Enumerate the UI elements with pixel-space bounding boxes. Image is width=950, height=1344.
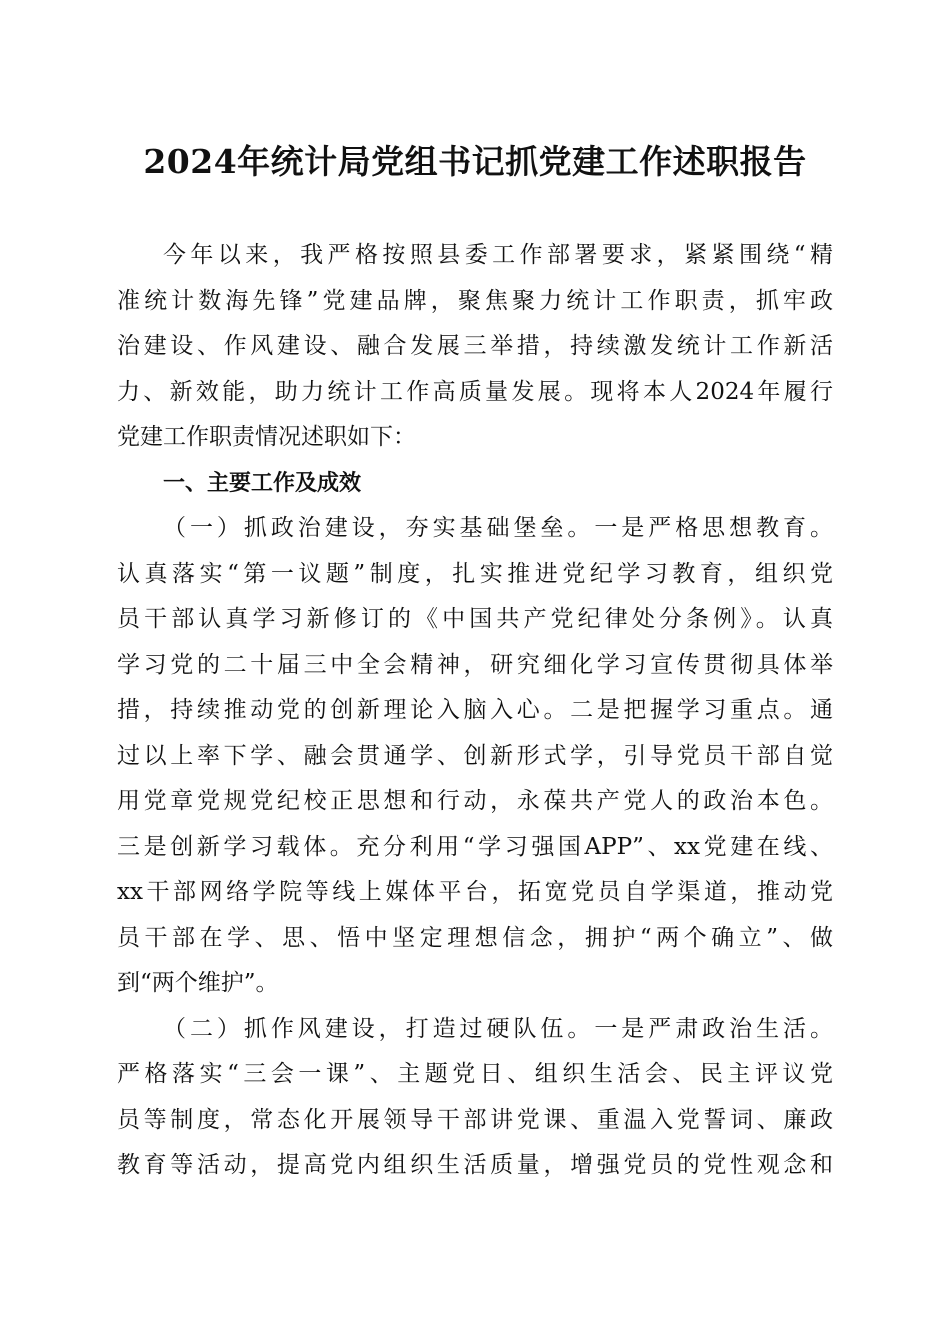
text-line: 到“两个维护”。 [117, 970, 279, 996]
text-line: 用党章党规党纪校正思想和行动，永葆共产党人的政治本色。 [117, 788, 833, 814]
text-line: 力、新效能，助力统计工作高质量发展。现将本人2024年履行 [117, 378, 833, 405]
text-line: （二）抓作风建设，打造过硬队伍。一是严肃政治生活。 [163, 1015, 833, 1042]
text-line: 准统计数海先锋”党建品牌，聚焦聚力统计工作职责，抓牢政 [117, 287, 833, 314]
text-line: 三是创新学习载体。充分利用“学习强国APP”、xx党建在线、 [117, 833, 833, 860]
text-line: 员干部认真学习新修订的《中国共产党纪律处分条例》。认真 [117, 606, 833, 632]
text-line: 今年以来，我严格按照县委工作部署要求，紧紧围绕“精 [163, 242, 833, 268]
text-line: xx干部网络学院等线上媒体平台，拓宽党员自学渠道，推动党 [117, 879, 833, 905]
text-line: （一）抓政治建设，夯实基础堡垒。一是严格思想教育。 [163, 515, 833, 541]
text-line: 员干部在学、思、悟中坚定理想信念，拥护“两个确立”、做 [117, 924, 833, 951]
text-line: 过以上率下学、融会贯通学、创新形式学，引导党员干部自觉 [117, 742, 833, 769]
text-line: 严格落实“三会一课”、主题党日、组织生活会、民主评议党 [117, 1061, 833, 1087]
document-body [117, 233, 833, 1189]
text-line: 学习党的二十届三中全会精神，研究细化学习宣传贯彻具体举 [117, 651, 833, 678]
page-title: 2024年统计局党组书记抓党建工作述职报告 [143, 142, 807, 181]
text-line: 认真落实“第一议题”制度，扎实推进党纪学习教育，组织党 [117, 560, 833, 587]
text-line: 党建工作职责情况述职如下： [117, 424, 416, 450]
text-line: 措，持续推动党的创新理论入脑入心。二是把握学习重点。通 [117, 697, 833, 723]
text-line: 员等制度，常态化开展领导干部讲党课、重温入党誓词、廉政 [117, 1106, 833, 1133]
text-line: 治建设、作风建设、融合发展三举措，持续激发统计工作新活 [117, 333, 833, 359]
section-heading: 一、主要工作及成效 [163, 470, 362, 496]
text-line: 教育等活动，提高党内组织生活质量，增强党员的党性观念和 [117, 1152, 833, 1178]
